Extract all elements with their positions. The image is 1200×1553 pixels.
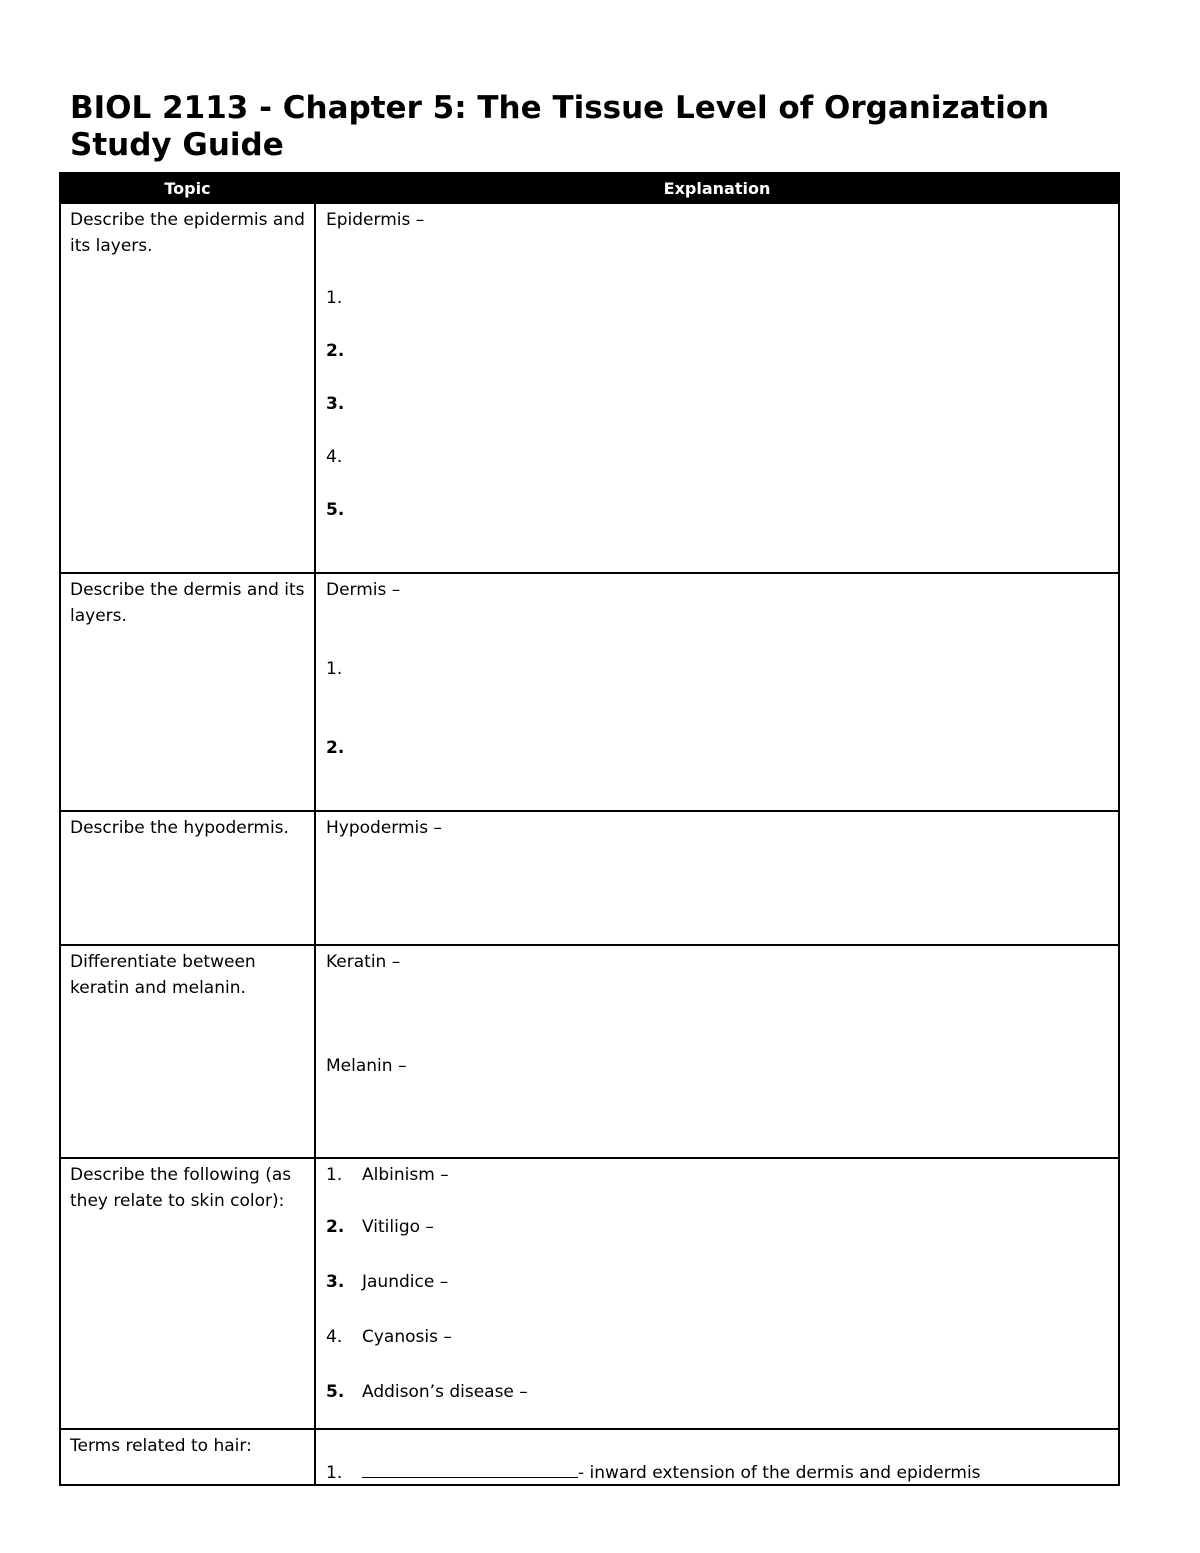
numbered-line (326, 444, 362, 470)
topic-column-header: Topic (60, 173, 315, 203)
line-number: 1. (326, 288, 343, 308)
line-number: 1. (326, 1463, 343, 1483)
numbered-line (326, 1214, 434, 1240)
numbered-line (326, 1459, 981, 1486)
numbered-line (326, 391, 362, 417)
numbered-line (326, 735, 362, 761)
explanation-line (326, 577, 400, 603)
topic-cell (60, 945, 315, 1158)
line-number: 5. (326, 500, 345, 520)
topic-cell (60, 1158, 315, 1429)
line-label: Melanin – (326, 1056, 407, 1076)
line-label: Cyanosis – (362, 1327, 452, 1347)
numbered-line (326, 1379, 528, 1405)
explanation-cell[interactable] (315, 573, 1119, 811)
numbered-line (326, 656, 362, 682)
line-label: Hypodermis – (326, 818, 443, 838)
line-label: Jaundice – (362, 1272, 449, 1292)
line-number: 3. (326, 394, 345, 414)
line-number: 3. (326, 1272, 345, 1292)
table-row-epidermis (60, 203, 1119, 573)
line-label: Dermis – (326, 580, 401, 600)
topic-cell (60, 203, 315, 573)
explanation-column-header: Explanation (315, 173, 1119, 203)
table-row-skin-color (60, 1158, 1119, 1429)
line-number: 2. (326, 738, 345, 758)
numbered-line (326, 285, 362, 311)
line-label: Vitiligo – (362, 1217, 434, 1237)
topic-cell (60, 573, 315, 811)
explanation-line (326, 949, 400, 975)
explanation-cell[interactable] (315, 811, 1119, 945)
explanation-cell[interactable] (315, 1429, 1119, 1485)
line-number: 1. (326, 659, 343, 679)
table-row-hair-terms (60, 1429, 1119, 1485)
explanation-line (326, 815, 442, 841)
line-label: Keratin – (326, 952, 401, 972)
line-number: 5. (326, 1382, 345, 1402)
line-label: Epidermis – (326, 210, 425, 230)
explanation-cell[interactable] (315, 203, 1119, 573)
topic-text: Terms related to hair: (70, 1436, 252, 1456)
table-row-dermis (60, 573, 1119, 811)
topic-cell (60, 1429, 315, 1485)
numbered-line (326, 1269, 448, 1295)
line-number: 1. (326, 1165, 343, 1185)
topic-cell (60, 811, 315, 945)
line-number: 4. (326, 1327, 343, 1347)
study-guide-table (59, 172, 1120, 1486)
line-number: 2. (326, 341, 345, 361)
topic-text: Describe the hypodermis. (70, 818, 289, 838)
table-row-keratin-melanin (60, 945, 1119, 1158)
line-label: - inward extension of the dermis and epidermis (578, 1463, 981, 1483)
topic-text: Describe the epidermis and its layers. (70, 210, 305, 256)
line-number: 4. (326, 447, 343, 467)
numbered-line (326, 1324, 452, 1350)
topic-text: Differentiate between keratin and melanin. (70, 952, 256, 998)
explanation-line (326, 207, 424, 233)
line-number: 2. (326, 1217, 345, 1237)
explanation-cell[interactable] (315, 945, 1119, 1158)
page-title: BIOL 2113 - Chapter 5: The Tissue Level of Organization Study Guide (70, 90, 1050, 163)
topic-text: Describe the following (as they relate to skin color): (70, 1165, 292, 1211)
explanation-cell[interactable] (315, 1158, 1119, 1429)
line-label: Addison’s disease – (362, 1382, 528, 1402)
numbered-line (326, 497, 362, 523)
table-row-hypodermis (60, 811, 1119, 945)
line-label: Albinism – (362, 1165, 449, 1185)
fill-in-blank[interactable] (362, 1459, 578, 1478)
table-header-row (60, 173, 1119, 203)
explanation-line (326, 1053, 406, 1079)
numbered-line (326, 338, 362, 364)
topic-text: Describe the dermis and its layers. (70, 580, 305, 626)
numbered-line (326, 1162, 449, 1188)
